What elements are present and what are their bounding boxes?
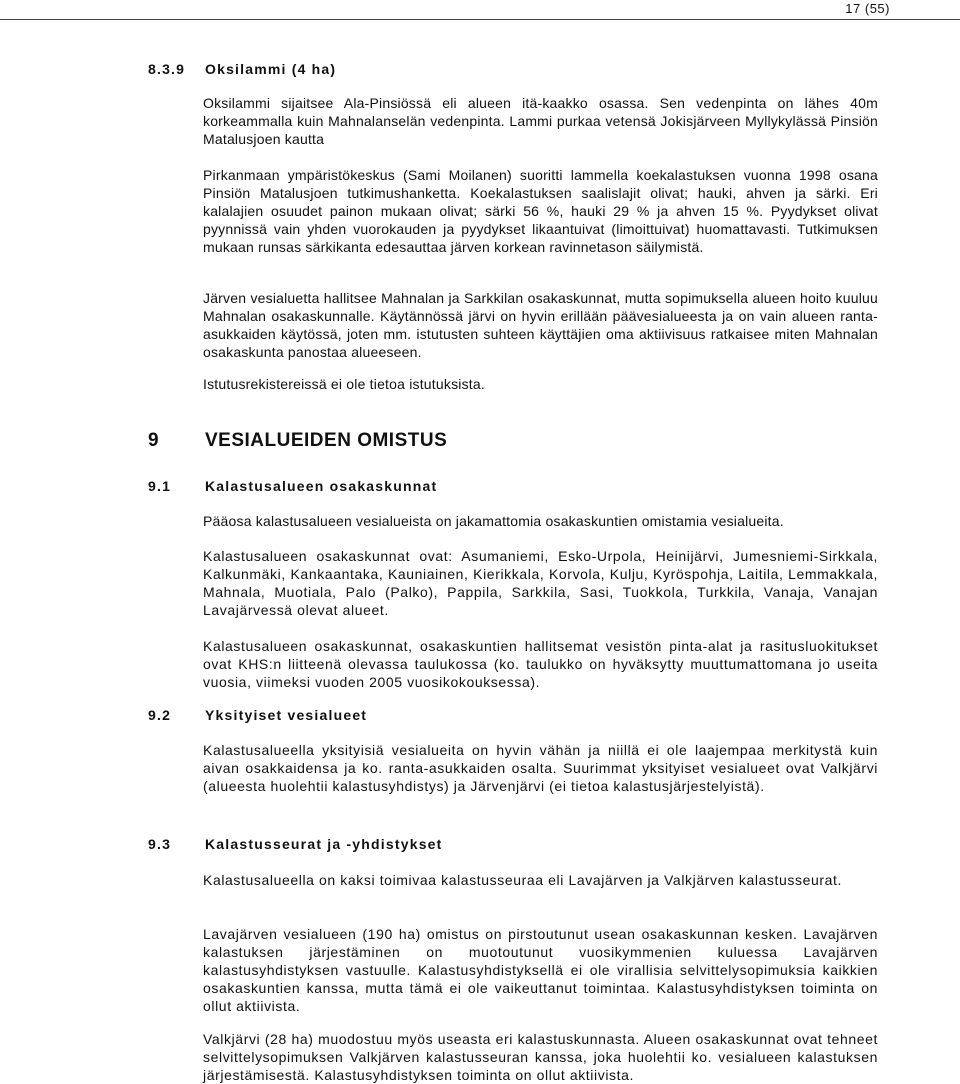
paragraph: Oksilammi sijaitsee Ala-Pinsiössä eli alueen itä-kaakko osassa. Sen vedenpinta on lähes 40m korkeammalla kuin Mahnalanselän vedenpinta. Lammi purkaa vetensä Jokisjärveen Myllykylässä Pinsiön Matalusjoen kautta [203,95,878,147]
heading-title: Yksityiset vesialueet [205,707,368,723]
paragraph: Istutusrekistereissä ei ole tietoa istutuksista. [203,376,485,392]
heading-number: 9.2 [148,707,172,723]
paragraph: Pääosa kalastusalueen vesialueista on jakamattomia osakaskuntien omistamia vesialueita. [203,513,784,529]
paragraph: Valkjärvi (28 ha) muodostuu myös useasta eri kalastuskunnasta. Alueen osakaskunnat ovat tehneet selvittelysopimuksen Valkjärven kalastusseuran kanssa, joka huolehtii ko. vesialueen kalastuksen järjestämisestä. Kalastusyhdistyksen toiminta on ollut aktiivista. [203,1031,878,1083]
paragraph: Kalastusalueen osakaskunnat, osakaskuntien hallitsemat vesistön pinta-alat ja rasitusluokitukset ovat KHS:n liitteenä olevassa taulukossa (ko. taulukko on hyväksytty muuttumattomana jo useita vuosia, viimeksi vuoden 2005 vuosikokouksessa). [203,638,878,690]
heading-title: Kalastusseurat ja -yhdistykset [205,836,443,852]
heading-title: Kalastusalueen osakaskunnat [205,478,438,494]
paragraph: Järven vesialuetta hallitsee Mahnalan ja Sarkkilan osakaskunnat, mutta sopimuksella alueen hoito kuuluu Mahnalan osakaskunnalle. Käytännössä järvi on hyvin erillään päävesialueesta ja on vain alueen ranta-asukkaiden käytössä, joten mm. istutusten suhteen käyttäjien oma aktiivisuus ratkaisee miten Mahnalan osakaskunta panostaa alueeseen. [203,290,878,360]
heading-title: VESIALUEIDEN OMISTUS [205,430,448,451]
paragraph: Kalastusalueella on kaksi toimivaa kalastusseuraa eli Lavajärven ja Valkjärven kalastusseurat. [203,872,843,888]
header-rule [0,19,960,20]
page-number: 17 (55) [845,1,890,16]
heading-number: 9.3 [148,836,172,852]
paragraph: Kalastusalueen osakaskunnat ovat: Asumaniemi, Esko-Urpola, Heinijärvi, Jumesniemi-Sirkkala, Kalkunmäki, Kankaantaka, Kauniainen, Kierikkala, Korvola, Kulju, Kyröspohja, Laitila, Lemmakkala, Mahnala, Muotiala, Palo (Palko), Pappila, Sarkkila, Sasi, Tuokkola, Turkkila, Vanaja, Vanajan Lavajärvessä olevat alueet. [203,548,878,618]
heading-number: 8.3.9 [148,61,186,77]
paragraph: Kalastusalueella yksityisiä vesialueita on hyvin vähän ja niillä ei ole laajempaa merkitystä kuin aivan osakkaidensa ja ko. ranta-asukkaiden osalta. Suurimmat yksityiset vesialueet ovat Valkjärvi (alueesta huolehtii kalastusyhdistys) ja Järvenjärvi (ei tietoa kalastusjärjestelyistä). [203,742,878,794]
paragraph: Pirkanmaan ympäristökeskus (Sami Moilanen) suoritti lammella koekalastuksen vuonna 1998 osana Pinsiön Matalusjoen tutkimushanketta. Koekalastuksen saalislajit olivat; hauki, ahven ja särki. Eri kalalajien osuudet painon mukaan olivat; särki 56 %, hauki 29 % ja ahven 15 %. Pyydykset olivat pyynnissä vain yhden vuorokauden ja pyydykset likaantuivat (limoittuivat) huomattavasti. Tutkimuksen mukaan runsas särkikanta edesauttaa järven korkean ravinnetason säilymistä. [203,167,878,255]
heading-number: 9.1 [148,478,172,494]
paragraph: Lavajärven vesialueen (190 ha) omistus on pirstoutunut usean osakaskunnan kesken. Lavajärven kalastuksen järjestäminen on muotoutunut vuosikymmenien kuluessa Lavajärven kalastusyhdistyksen vastuulle. Kalastusyhdistyksellä ei ole virallisia selvittelysopimuksia kaikkien osakaskuntien kanssa, mutta tämä ei ole vaikeuttanut toimintaa. Kalastusyhdistyksen toiminta on ollut aktiivista. [203,926,878,1014]
heading-number: 9 [148,430,160,451]
heading-title: Oksilammi (4 ha) [205,61,337,77]
